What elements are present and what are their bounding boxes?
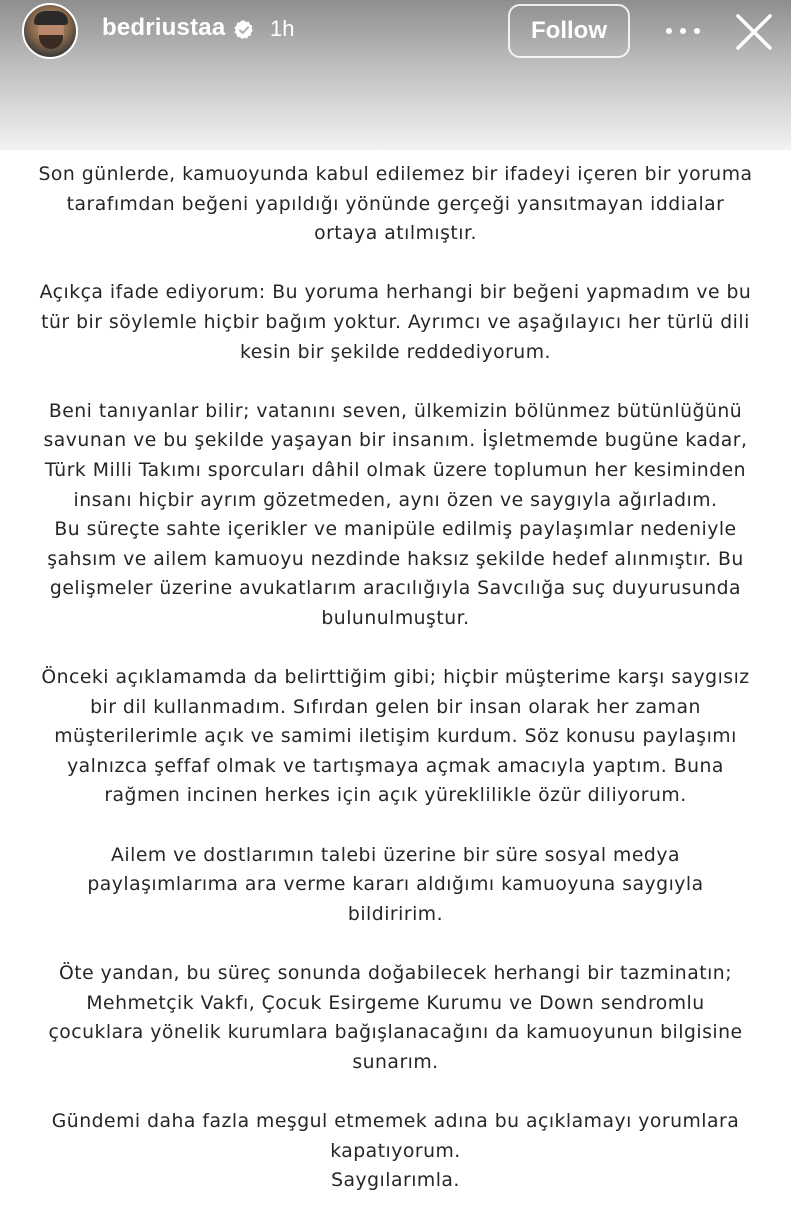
close-icon[interactable] (734, 12, 774, 52)
avatar-cap (34, 11, 68, 25)
statement-line: sunarım. (352, 1051, 439, 1073)
statement-text (0, 160, 791, 1225)
more-dot (694, 28, 700, 34)
statement-line: Öte yandan, bu süreç sonunda doğabilecek herhangi bir tazminatın; (58, 963, 733, 985)
statement-line: Ailem ve dostlarımın talebi üzerine bir süre sosyal medya (111, 844, 680, 866)
statement-line: müşterilerimle açık ve samimi iletişim kurdum. Söz konusu paylaşımı (54, 726, 737, 748)
statement-paragraph (0, 1107, 791, 1196)
statement-paragraph (0, 663, 791, 811)
statement-paragraph (0, 160, 791, 249)
statement-line: kesin bir şekilde reddediyorum. (240, 341, 551, 363)
statement-line: Mehmetçik Vakfı, Çocuk Esirgeme Kurumu ve Down sendromlu (86, 992, 705, 1014)
statement-paragraph (0, 959, 791, 1077)
avatar-beard (39, 35, 63, 49)
statement-line: kapatıyorum. (330, 1140, 461, 1162)
statement-line: çocuklara yönelik kurumlara bağışlanacağını da kamuoyunun bilgisine (48, 1022, 743, 1044)
more-dot (680, 28, 686, 34)
statement-line: Önceki açıklamamda da belirttiğim gibi; hiçbir müşterime karşı saygısız (41, 667, 750, 689)
statement-line: paylaşımlarıma ara verme kararı aldığımı kamuoyuna saygıyla (87, 874, 704, 896)
statement-line: ortaya atılmıştır. (314, 223, 477, 245)
statement-line: Bu süreçte sahte içerikler ve manipüle edilmiş paylaşımlar nedeniyle (54, 519, 737, 541)
statement-paragraph (0, 841, 791, 930)
follow-button[interactable]: Follow (508, 4, 630, 58)
story-header (0, 0, 791, 150)
statement-line: insanı hiçbir ayrım gözetmeden, aynı özen ve saygıyla ağırladım. (73, 489, 718, 511)
statement-line: bir dil kullanmadım. Sıfırdan gelen bir insan olarak her zaman (90, 696, 701, 718)
statement-paragraph (0, 397, 791, 634)
statement-line: yalnızca şeffaf olmak ve tartışmaya açmak amacıyla yaptım. Buna (67, 755, 724, 777)
verified-badge-icon (233, 19, 255, 41)
statement-line: Saygılarımla. (331, 1170, 460, 1192)
avatar[interactable] (22, 3, 78, 59)
statement-paragraph (0, 278, 791, 367)
statement-line: bildiririm. (347, 903, 444, 925)
statement-line: savunan ve bu şekilde yaşayan bir insanım. İşletmemde bugüne kadar, (43, 430, 748, 452)
statement-line: şahsım ve ailem kamuoyu nezdinde haksız şekilde hedef alınmıştır. Bu (47, 548, 744, 570)
username[interactable]: bedriustaa (102, 14, 226, 41)
statement-line: tarafımdan beğeni yapıldığı yönünde gerçeği yansıtmayan iddialar (66, 193, 725, 215)
statement-line: Son günlerde, kamuoyunda kabul edilemez bir ifadeyi içeren bir yoruma (38, 164, 753, 185)
more-dot (666, 28, 672, 34)
statement-line: Beni tanıyanlar bilir; vatanını seven, ülkemizin bölünmez bütünlüğünü (48, 400, 743, 422)
statement-line: gelişmeler üzerine avukatlarım aracılığıyla Savcılığa suç duyurusunda (49, 578, 742, 600)
post-time: 1h (270, 16, 295, 41)
statement-line: bulunulmuştur. (321, 607, 470, 629)
statement-line: tür bir söylemle hiçbir bağım yoktur. Ayrımcı ve aşağılayıcı her türlü dili (41, 311, 750, 333)
more-options-icon[interactable] (666, 22, 700, 40)
statement-line: Türk Milli Takımı sporcuları dâhil olmak üzere toplumun her kesiminden (44, 459, 747, 481)
statement-line: Açıkça ifade ediyorum: Bu yoruma herhangi bir beğeni yapmadım ve bu (39, 282, 752, 304)
statement-line: rağmen incinen herkes için açık yüreklilikle özür diliyorum. (104, 785, 687, 807)
statement-line: Gündemi daha fazla meşgul etmemek adına bu açıklamayı yorumlara (51, 1111, 740, 1132)
